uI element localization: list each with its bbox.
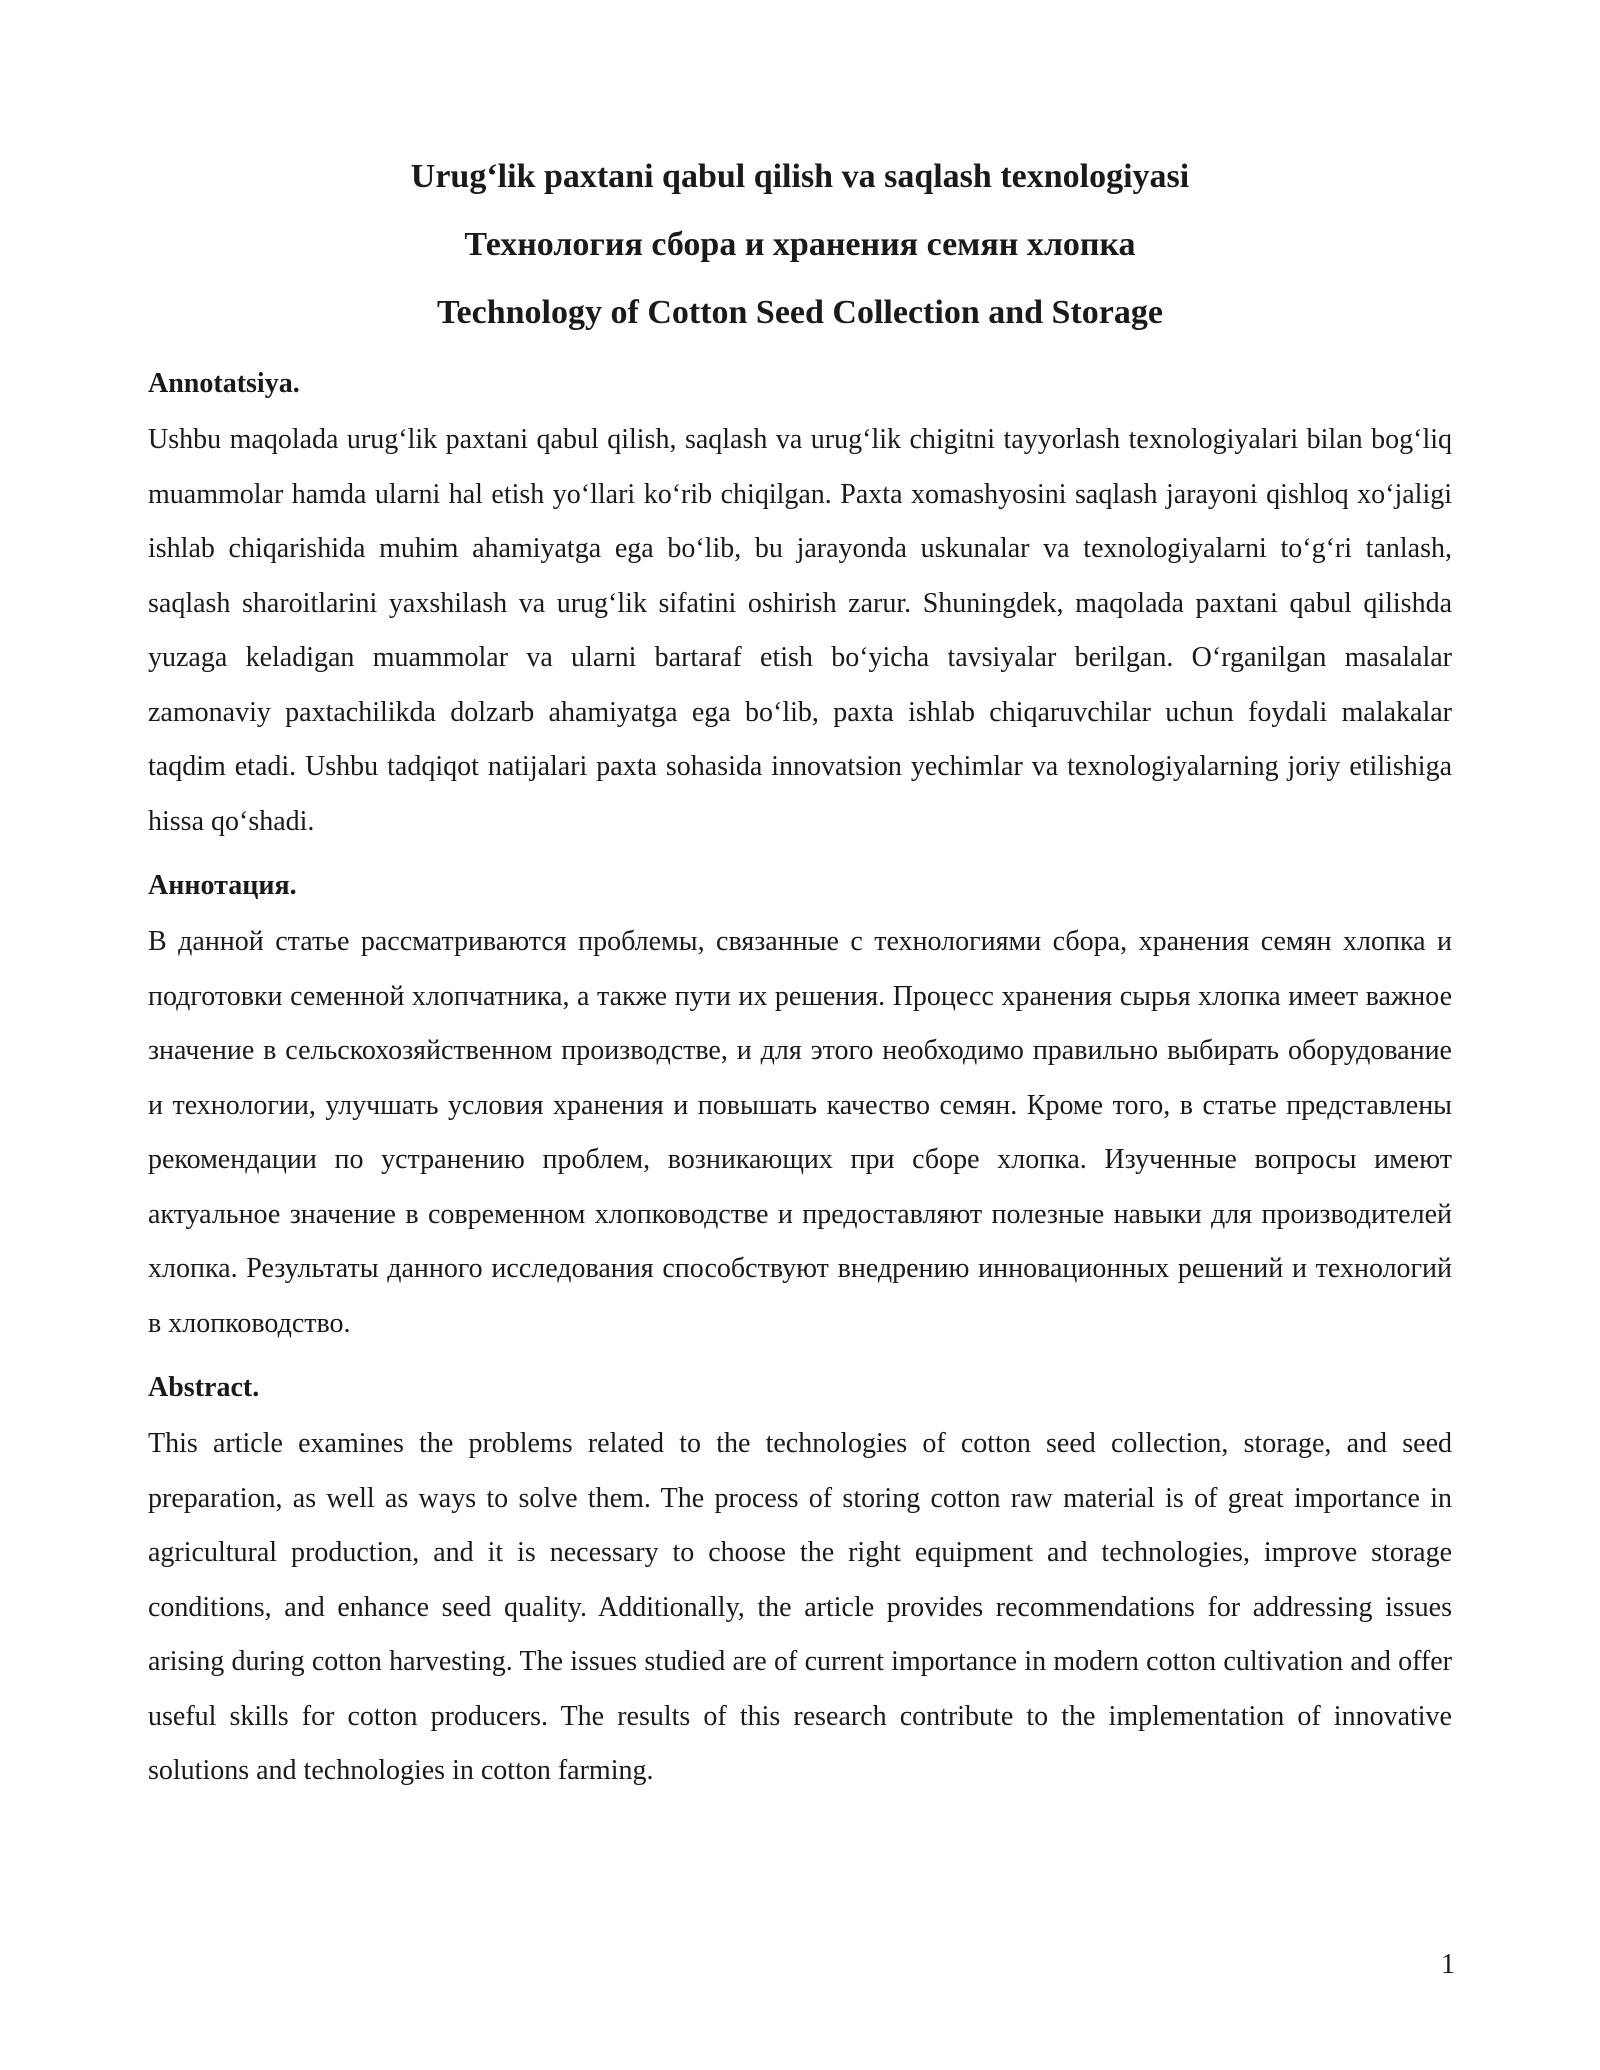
title-english: Technology of Cotton Seed Collection and Storage: [437, 294, 1163, 331]
annotation-russian: [148, 857, 1452, 1351]
section-heading-russian: Аннотация.: [148, 870, 297, 901]
page-number: 1: [1441, 1949, 1455, 1980]
abstract-text-english: This article examines the problems related to the technologies of cotton seed collection, storage, and seed preparation, as well as ways to solve them. The process of storing cotton raw material is of great importance in agricultural production, and it is necessary to choose the right equipment and technologies, improve storage conditions, and enhance seed quality. Additionally, the article provides recommendations for addressing issues arising during cotton harvesting. The issues studied are of current importance in modern cotton cultivation and offer useful skills for cotton producers. The results of this research contribute to the implementation of innovative solutions and technologies in cotton farming.: [148, 1428, 1452, 1786]
annotation-uzbek: [148, 355, 1452, 849]
annotation-text-uzbek: Ushbu maqolada urug‘lik paxtani qabul qilish, saqlash va urug‘lik chigitni tayyorlash texnologiyalari bilan bog‘liq muammolar hamda ularni hal etish yo‘llari ko‘rib chiqilgan. Paxta xomashyosini saqlash jarayoni qishloq xo‘jaligi ishlab chiqarishida muhim ahamiyatga ega bo‘lib, bu jarayonda uskunalar va texnologiyalarni to‘g‘ri tanlash, saqlash sharoitlarini yaxshilash va urug‘lik sifatini oshirish zarur. Shuningdek, maqolada paxtani qabul qilishda yuzaga keladigan muammolar va ularni bartaraf etish bo‘yicha tavsiyalar berilgan. O‘rganilgan masalalar zamonaviy paxtachilikda dolzarb ahamiyatga ega bo‘lib, paxta ishlab chiqaruvchilar uchun foydali malakalar taqdim etadi. Ushbu tadqiqot natijalari paxta sohasida innovatsion yechimlar va texnologiyalarning joriy etilishiga hissa qo‘shadi.: [148, 424, 1452, 837]
abstract-english: [148, 1359, 1452, 1799]
title-russian: Технология сбора и хранения семян хлопка: [464, 226, 1136, 263]
section-heading-uzbek: Annotatsiya.: [148, 368, 300, 399]
document-page: [148, 143, 1452, 1799]
title-uzbek: Urug‘lik paxtani qabul qilish va saqlash texnologiyasi: [410, 158, 1190, 195]
annotation-text-russian: В данной статье рассматриваются проблемы, связанные с технологиями сбора, хранения семян хлопка и подготовки семенной хлопчатника, а также пути их решения. Процесс хранения сырья хлопка имеет важное значение в сельскохозяйственном производстве, и для этого необходимо правильно выбирать оборудование и технологии, улучшать условия хранения и повышать качество семян. Кроме того, в статье представлены рекомендации по устранению проблем, возникающих при сборе хлопка. Изученные вопросы имеют актуальное значение в современном хлопководстве и предоставляют полезные навыки для производителей хлопка. Результаты данного исследования способствуют внедрению инновационных решений и технологий в хлопководство.: [148, 926, 1452, 1339]
section-heading-english: Abstract.: [148, 1372, 260, 1403]
